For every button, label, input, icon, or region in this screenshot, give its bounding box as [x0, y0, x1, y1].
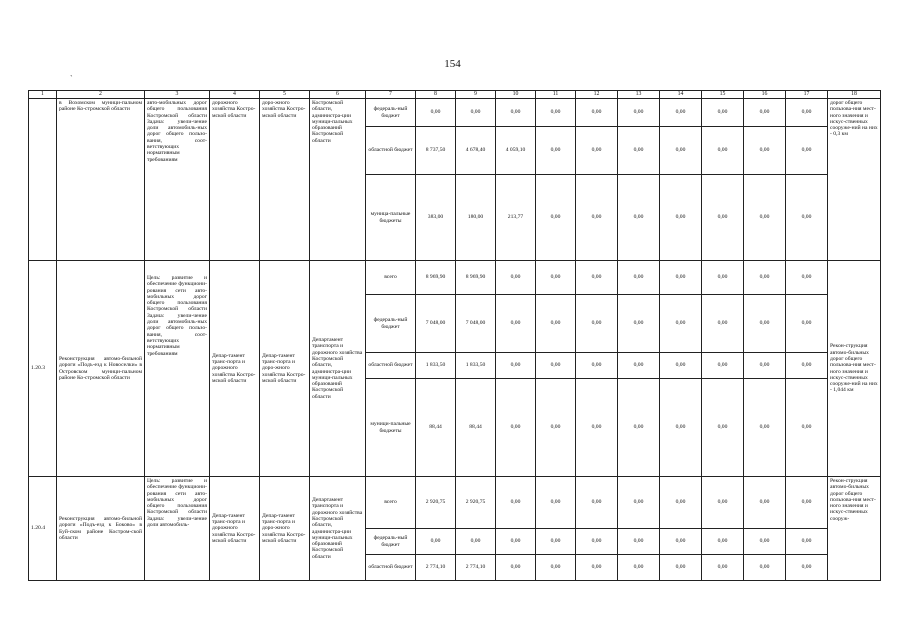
- header-cell: 11: [536, 91, 576, 99]
- executor-cell: Депар-тамент транс-порта и доро-жного хозяйства Костро-мской области: [260, 261, 310, 477]
- value-cell: 0,00: [576, 477, 618, 529]
- header-cell: 4: [210, 91, 260, 99]
- funding-source-cell: всего: [366, 477, 416, 529]
- funding-source-cell: федераль-ный бюджет: [366, 99, 416, 127]
- value-cell: 2 774,10: [416, 555, 456, 581]
- value-cell: 0,00: [660, 477, 702, 529]
- value-cell: 0,00: [786, 99, 828, 127]
- value-cell: 0,00: [702, 555, 744, 581]
- value-cell: 0,00: [618, 529, 660, 555]
- value-cell: 0,00: [786, 379, 828, 477]
- value-cell: 0,00: [536, 555, 576, 581]
- value-cell: 0,00: [456, 99, 496, 127]
- value-cell: 0,00: [496, 555, 536, 581]
- value-cell: 0,00: [702, 529, 744, 555]
- result-cell: Рекон-струкция автомо-бильных дорог общего пользова-ния мест-ного значения и искус-ственных сооруже-ний на них - 1,044 км: [828, 261, 881, 477]
- value-cell: 213,77: [496, 175, 536, 261]
- value-cell: 0,00: [786, 261, 828, 295]
- table-row: [29, 99, 881, 127]
- value-cell: 0,00: [702, 379, 744, 477]
- value-cell: 0,00: [618, 127, 660, 175]
- value-cell: 8 737,50: [416, 127, 456, 175]
- value-cell: 0,00: [576, 261, 618, 295]
- value-cell: 0,00: [496, 261, 536, 295]
- funding-source-cell: федераль-ный бюджет: [366, 295, 416, 353]
- value-cell: 0,00: [456, 529, 496, 555]
- value-cell: 0,00: [660, 261, 702, 295]
- table-row: [29, 477, 881, 529]
- value-cell: 7 048,00: [456, 295, 496, 353]
- value-cell: 0,00: [416, 529, 456, 555]
- row-number-cell: [29, 99, 57, 261]
- value-cell: 0,00: [536, 477, 576, 529]
- value-cell: 0,00: [660, 175, 702, 261]
- header-cell: 8: [416, 91, 456, 99]
- value-cell: 0,00: [618, 295, 660, 353]
- executor-cell: доро-жного хозяйства Костро-мской области: [260, 99, 310, 261]
- object-name-cell: Реконструкция автомо-бильной дороги «Подъ-езд к Новоселки» в Островском муници-пальном районе Ко-стромской области: [57, 261, 145, 477]
- value-cell: 0,00: [536, 353, 576, 379]
- value-cell: 0,00: [536, 529, 576, 555]
- value-cell: 0,00: [786, 175, 828, 261]
- header-cell: 6: [310, 91, 366, 99]
- customer-cell: дорожного хозяйства Костро-мской области: [210, 99, 260, 261]
- value-cell: 0,00: [618, 555, 660, 581]
- value-cell: 180,00: [456, 175, 496, 261]
- value-cell: 0,00: [744, 175, 786, 261]
- value-cell: 0,00: [536, 175, 576, 261]
- participants-cell: Департамент транспорта и дорожного хозяйства Костромской области, администра-ции муници-пальных образований Костромской области: [310, 261, 366, 477]
- value-cell: 2 774,10: [456, 555, 496, 581]
- value-cell: 0,00: [660, 99, 702, 127]
- value-cell: 1 833,50: [416, 353, 456, 379]
- value-cell: 0,00: [786, 477, 828, 529]
- funding-source-cell: областной бюджет: [366, 353, 416, 379]
- value-cell: 0,00: [576, 353, 618, 379]
- object-name-cell: в Вохомском муници-пальном районе Ко-стромской области: [57, 99, 145, 261]
- page-number: 154: [444, 58, 461, 70]
- header-cell: 17: [786, 91, 828, 99]
- goal-cell: Цель: развитие и обеспечение функциони-рования сети авто-мобильных дорог общего пользования Костромской области Задача: увели-чение доли автомобиль-: [145, 477, 210, 581]
- value-cell: 0,00: [744, 529, 786, 555]
- header-cell: 10: [496, 91, 536, 99]
- header-cell: 2: [57, 91, 145, 99]
- value-cell: 0,00: [702, 175, 744, 261]
- value-cell: 4 059,10: [496, 127, 536, 175]
- value-cell: 0,00: [702, 295, 744, 353]
- value-cell: 0,00: [786, 353, 828, 379]
- row-number-cell: 1.20.3: [29, 261, 57, 477]
- value-cell: 0,00: [744, 477, 786, 529]
- value-cell: 0,00: [786, 555, 828, 581]
- value-cell: 0,00: [576, 529, 618, 555]
- value-cell: 0,00: [786, 529, 828, 555]
- funding-source-cell: всего: [366, 261, 416, 295]
- customer-cell: Депар-тамент транс-порта и дорожного хозяйства Костро-мской области: [210, 477, 260, 581]
- funding-source-cell: областной бюджет: [366, 555, 416, 581]
- executor-cell: Депар-тамент транс-порта и доро-жного хозяйства Костро-мской области: [260, 477, 310, 581]
- funding-source-cell: федераль-ный бюджет: [366, 529, 416, 555]
- header-cell: 18: [828, 91, 881, 99]
- value-cell: 0,00: [660, 379, 702, 477]
- header-cell: 15: [702, 91, 744, 99]
- value-cell: 0,00: [744, 555, 786, 581]
- value-cell: 0,00: [702, 477, 744, 529]
- value-cell: 0,00: [496, 379, 536, 477]
- header-cell: 16: [744, 91, 786, 99]
- value-cell: 0,00: [744, 127, 786, 175]
- value-cell: 0,00: [496, 295, 536, 353]
- value-cell: 88,44: [416, 379, 456, 477]
- value-cell: 0,00: [660, 295, 702, 353]
- value-cell: 0,00: [744, 353, 786, 379]
- header-cell: 13: [618, 91, 660, 99]
- value-cell: 0,00: [786, 295, 828, 353]
- value-cell: 88,44: [456, 379, 496, 477]
- value-cell: 1 833,50: [456, 353, 496, 379]
- value-cell: 0,00: [576, 175, 618, 261]
- result-cell: дорог общего пользова-ния мест-ного значения и искус-ственных сооруже-ний на них - 0,3 км: [828, 99, 881, 261]
- value-cell: 0,00: [618, 99, 660, 127]
- value-cell: 0,00: [576, 127, 618, 175]
- goal-cell: авто-мобильных дорог общего пользования Костромской области Задача: увели-чение доли автомобиль-ных дорог общего пользо-вания, соот-ветствующих нормативным требованиям: [145, 99, 210, 261]
- value-cell: 0,00: [702, 353, 744, 379]
- value-cell: 0,00: [576, 379, 618, 477]
- row-number-cell: 1.20.4: [29, 477, 57, 581]
- header-cell: 7: [366, 91, 416, 99]
- object-name-cell: Реконструкция автомо-бильной дороги «Подъ-езд к Боково» в Буй-ском районе Костром-ской области: [57, 477, 145, 581]
- header-cell: 9: [456, 91, 496, 99]
- value-cell: 0,00: [618, 379, 660, 477]
- value-cell: 0,00: [536, 127, 576, 175]
- value-cell: 0,00: [618, 353, 660, 379]
- value-cell: 0,00: [536, 99, 576, 127]
- value-cell: 4 678,40: [456, 127, 496, 175]
- value-cell: 2 920,75: [416, 477, 456, 529]
- value-cell: 0,00: [618, 477, 660, 529]
- funding-source-cell: муници-пальные бюджеты: [366, 379, 416, 477]
- value-cell: 0,00: [496, 477, 536, 529]
- header-cell: 12: [576, 91, 618, 99]
- value-cell: 8 969,90: [416, 261, 456, 295]
- value-cell: 0,00: [416, 99, 456, 127]
- participants-cell: Департамент транспорта и дорожного хозяйства Костромской области, администра-ции муници-пальных образований Костромской области: [310, 477, 366, 581]
- value-cell: 0,00: [744, 295, 786, 353]
- value-cell: 8 969,90: [456, 261, 496, 295]
- value-cell: 0,00: [576, 99, 618, 127]
- value-cell: 0,00: [496, 529, 536, 555]
- header-cell: 3: [145, 91, 210, 99]
- value-cell: 0,00: [496, 99, 536, 127]
- value-cell: 0,00: [536, 261, 576, 295]
- value-cell: 0,00: [660, 529, 702, 555]
- value-cell: 0,00: [618, 175, 660, 261]
- goal-cell: Цель: развитие и обеспечение функциони-рования сети авто-мобильных дорог общего пользования Костромской области Задача: увели-чение доли автомобиль-ных дорог общего пользо-вания, соот-ветствующих нормативным требованиям: [145, 261, 210, 477]
- value-cell: 0,00: [536, 295, 576, 353]
- table-row: [29, 261, 881, 295]
- value-cell: 7 048,00: [416, 295, 456, 353]
- funding-source-cell: областной бюджет: [366, 127, 416, 175]
- customer-cell: Депар-тамент транс-порта и дорожного хозяйства Костро-мской области: [210, 261, 260, 477]
- result-cell: Рекон-струкция автомо-бильных дорог общего пользова-ния мест-ного значения и искус-ственных сооруж-: [828, 477, 881, 581]
- value-cell: 0,00: [660, 353, 702, 379]
- value-cell: 0,00: [786, 127, 828, 175]
- column-numbers-row: [29, 91, 881, 99]
- value-cell: 383,00: [416, 175, 456, 261]
- value-cell: 2 920,75: [456, 477, 496, 529]
- value-cell: 0,00: [702, 261, 744, 295]
- value-cell: 0,00: [744, 379, 786, 477]
- value-cell: 0,00: [702, 127, 744, 175]
- value-cell: 0,00: [744, 99, 786, 127]
- value-cell: 0,00: [576, 295, 618, 353]
- value-cell: 0,00: [660, 127, 702, 175]
- value-cell: 0,00: [660, 555, 702, 581]
- value-cell: 0,00: [576, 555, 618, 581]
- value-cell: 0,00: [496, 353, 536, 379]
- value-cell: 0,00: [702, 99, 744, 127]
- header-cell: 1: [29, 91, 57, 99]
- funding-source-cell: муница-пальные бюджеты: [366, 175, 416, 261]
- program-table: [28, 90, 881, 581]
- value-cell: 0,00: [536, 379, 576, 477]
- header-cell: 5: [260, 91, 310, 99]
- value-cell: 0,00: [618, 261, 660, 295]
- header-cell: 14: [660, 91, 702, 99]
- value-cell: 0,00: [744, 261, 786, 295]
- participants-cell: Костромской области, администра-ции муници-пальных образований Костромской области: [310, 99, 366, 261]
- pen-mark: ˋ: [70, 74, 73, 83]
